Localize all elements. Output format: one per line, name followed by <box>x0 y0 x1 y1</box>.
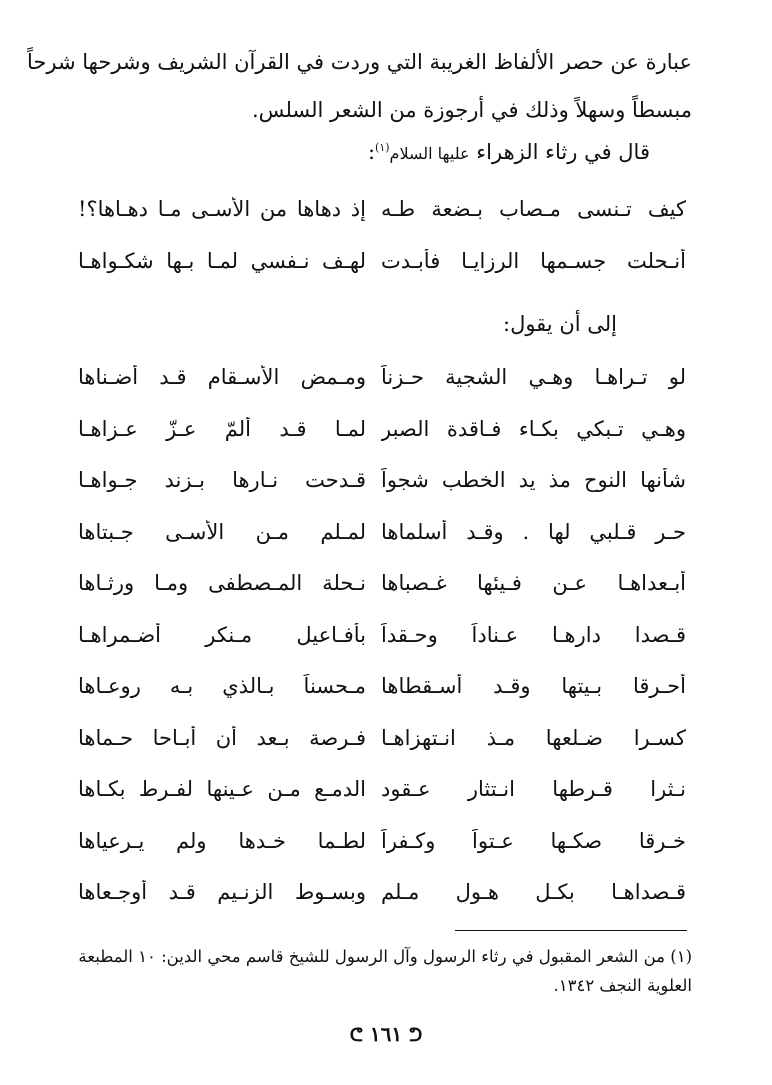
verse-second-hemistich: ومـمض الأسـقام قـد أضـناها <box>78 365 366 389</box>
verse-first-hemistich: أحـرقا بـيتها وقـد أسـقطاها <box>381 674 686 698</box>
verse-second-hemistich: نـحلة المـصطفى ومـا ورثـاها <box>78 571 366 595</box>
verse <box>78 726 686 778</box>
poem-heading <box>368 140 650 164</box>
footnote-line-2: العلوية النجف ١٣٤٢. <box>553 976 692 995</box>
verse-second-hemistich: الدمـع مـن عـينها لفـرط بكـاها <box>78 777 366 801</box>
verse <box>78 880 686 932</box>
verse <box>78 623 686 675</box>
verse <box>78 468 686 520</box>
footnote <box>78 942 692 1000</box>
verse-second-hemistich: فـرصة بـعد أن أبـاحا حـماها <box>78 725 366 750</box>
verse <box>78 197 686 249</box>
verse-second-hemistich: لمـا قـد ألمّ عـزّ عـزاهـا <box>78 416 366 441</box>
verse <box>78 417 686 469</box>
verse <box>78 674 686 726</box>
verse-second-hemistich: بأفـاعيل مـنكر أضـمراهـا <box>78 622 366 647</box>
poem-continuation <box>78 365 686 932</box>
footnote-ref: (١) <box>375 141 390 154</box>
intro-paragraph <box>27 38 692 134</box>
verse-second-hemistich: قـدحت نـارها بـزند جـواهـا <box>78 468 366 492</box>
page-number: ١٦١ <box>369 1022 403 1046</box>
verse-first-hemistich: قـصداهـا بكـل هـولٍ مـلم <box>381 880 686 904</box>
verse <box>78 520 686 572</box>
verse-first-hemistich: لو تـراهـا وهـي الشجية حـزناً <box>381 365 686 389</box>
footnote-separator <box>455 930 687 931</box>
verse <box>78 829 686 881</box>
verse-first-hemistich: كيف تـنسى مـصاب بـضعة طـه <box>381 197 686 221</box>
verse-first-hemistich: أنـحلت جسـمها الرزايـا فأبـدت <box>381 248 686 273</box>
verse-first-hemistich: خـرقا صكـها عـتواً وكـفراً <box>381 828 686 853</box>
verse-second-hemistich: مـحسناً بـالذي بـه روعـاها <box>78 674 366 698</box>
verse-second-hemistich: لمـلم مـن الأسـى جـبتاها <box>78 519 366 544</box>
verse <box>78 571 686 623</box>
ornament-right-icon: ᕤ <box>409 1025 423 1046</box>
ornament-left-icon: ᕦ <box>349 1025 363 1046</box>
intro-line-2: مبسطاً وسهلاً وذلك في أرجوزة من الشعر السلس. <box>252 98 692 122</box>
verse-second-hemistich: لهـف نـفسي لمـا بـها شكـواهـا <box>78 248 366 273</box>
verse-second-hemistich: وبسـوط الزنـيم قـد أوجـعاها <box>78 880 366 904</box>
verse-second-hemistich: إذ دهاها من الأسـى مـا دهـاها؟! <box>78 197 366 221</box>
verse-first-hemistich: حـر قـلبي لها . وقـد أسلماها <box>381 519 686 544</box>
transition-line: إلى أن يقول: <box>503 312 617 336</box>
verse-second-hemistich: لطـما خـدها ولم يـرعياها <box>78 828 366 853</box>
page-number-footer <box>0 1022 772 1046</box>
verse-first-hemistich: أبـعداهـا عـن فـيئها غـصباها <box>381 571 686 595</box>
verse-first-hemistich: شأنها النوح مذ يد الخطب شجواً <box>381 468 686 492</box>
salutation-glyph: عليها السلام <box>389 144 470 163</box>
verse-first-hemistich: قـصدا دارهـا عـناداً وحـقداً <box>381 622 686 647</box>
footnote-line-1: (١) من الشعر المقبول في رثاء الرسول وآل الرسول للشيخ قاسم محي الدين: ١٠ المطبعة <box>78 947 692 966</box>
heading-text: قال في رثاء الزهراء <box>476 140 650 164</box>
verse <box>78 777 686 829</box>
verse-first-hemistich: وهـي تـبكي بكـاء فـاقدة الصبر <box>381 416 686 441</box>
verse-first-hemistich: كسـرا ضـلعها مـذ انـتهزاهـا <box>381 725 686 750</box>
verse <box>78 365 686 417</box>
poem-opening <box>78 197 686 300</box>
intro-line-1: عبارة عن حصر الألفاظ الغريبة التي وردت في القرآن الشريف وشرحها شرحاً <box>27 50 692 74</box>
heading-colon: : <box>367 140 376 164</box>
verse-first-hemistich: نـثرا قـرطها انـتثار عـقود <box>381 777 686 801</box>
verse <box>78 249 686 301</box>
